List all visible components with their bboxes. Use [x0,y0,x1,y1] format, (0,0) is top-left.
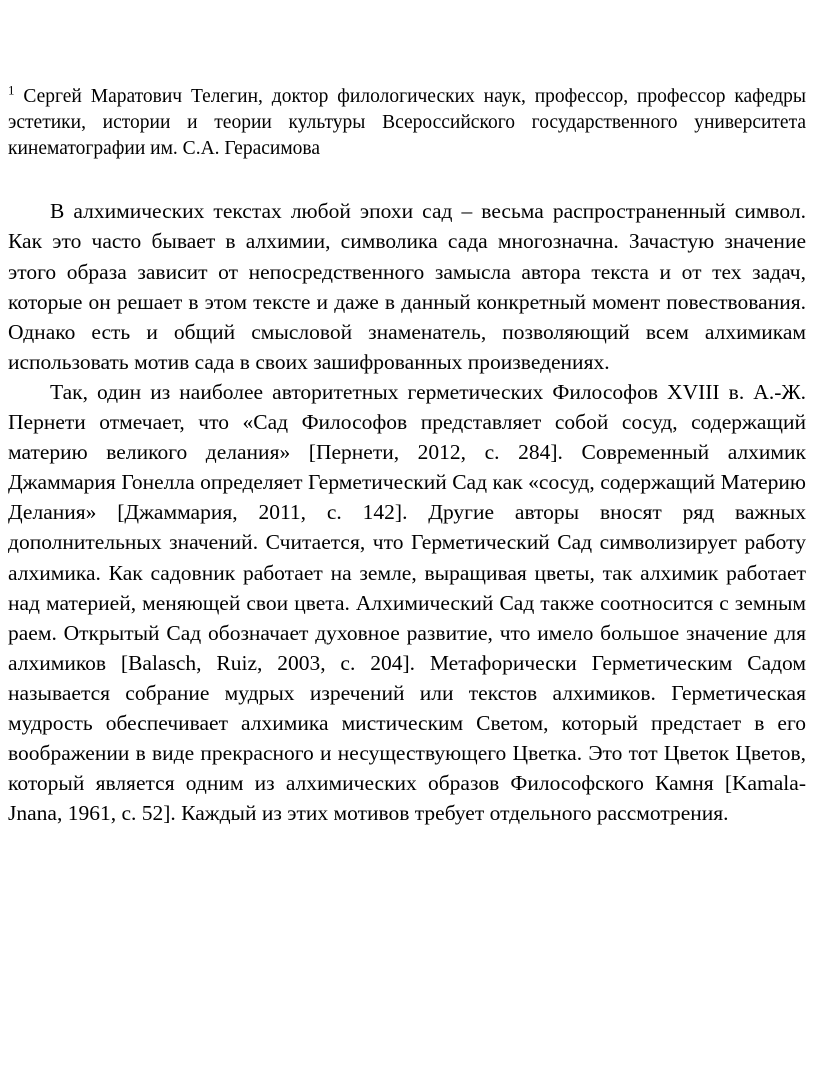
paragraph-2: Так, один из наиболее авторитетных герметических Философов XVIII в. А.-Ж. Пернети отмечает, что «Сад Философов представляет собой сосуд, содержащий материю великого делания» [Пернети, 2012, с. 284]. Современный алхимик Джаммария Гонелла определяет Герметический Сад как «сосуд, содержащий Материю Делания» [Джаммария, 2011, с. 142]. Другие авторы вносят ряд важных дополнительных значений. Считается, что Герметический Сад символизирует работу алхимика. Как садовник работает на земле, выращивая цветы, так алхимик работает над материей, меняющей свои цвета. Алхимический Сад также соотносится с земным раем. Открытый Сад обозначает духовное развитие, что имело большое значение для алхимиков [Balasch, Ruiz, 2003, с. 204]. Метафорически Герметическим Садом называется собрание мудрых изречений или текстов алхимиков. Герметическая мудрость обеспечивает алхимика мистическим Светом, который предстает в его воображении в виде прекрасного и несуществующего Цветка. Это тот Цветок Цветов, который является одним из алхимических образов Философского Камня [Kamala-Jnana, 1961, с. 52]. Каждый из этих мотивов требует отдельного рассмотрения. [8,379,806,826]
footnote-block [8,84,806,162]
paragraph-1: В алхимических текстах любой эпохи сад – весьма распространенный символ. Как это часто бывает в алхимии, символика сада многозначна. Зачастую значение этого образа зависит от непосредственного замысла автора текста и от тех задач, которые он решает в этом тексте и даже в данный конкретный момент повествования. Однако есть и общий смысловой знаменатель, позволяющий всем алхимикам использовать мотив сада в своих зашифрованных произведениях. [8,199,806,374]
footnote-text: Сергей Маратович Телегин, доктор филологических наук, профессор, профессор кафедры эстетики, истории и теории культуры Всероссийского государственного университета кинематографии им. С.А. Герасимова [8,86,806,160]
body-text [8,196,806,828]
footnote-marker: 1 [8,82,15,98]
